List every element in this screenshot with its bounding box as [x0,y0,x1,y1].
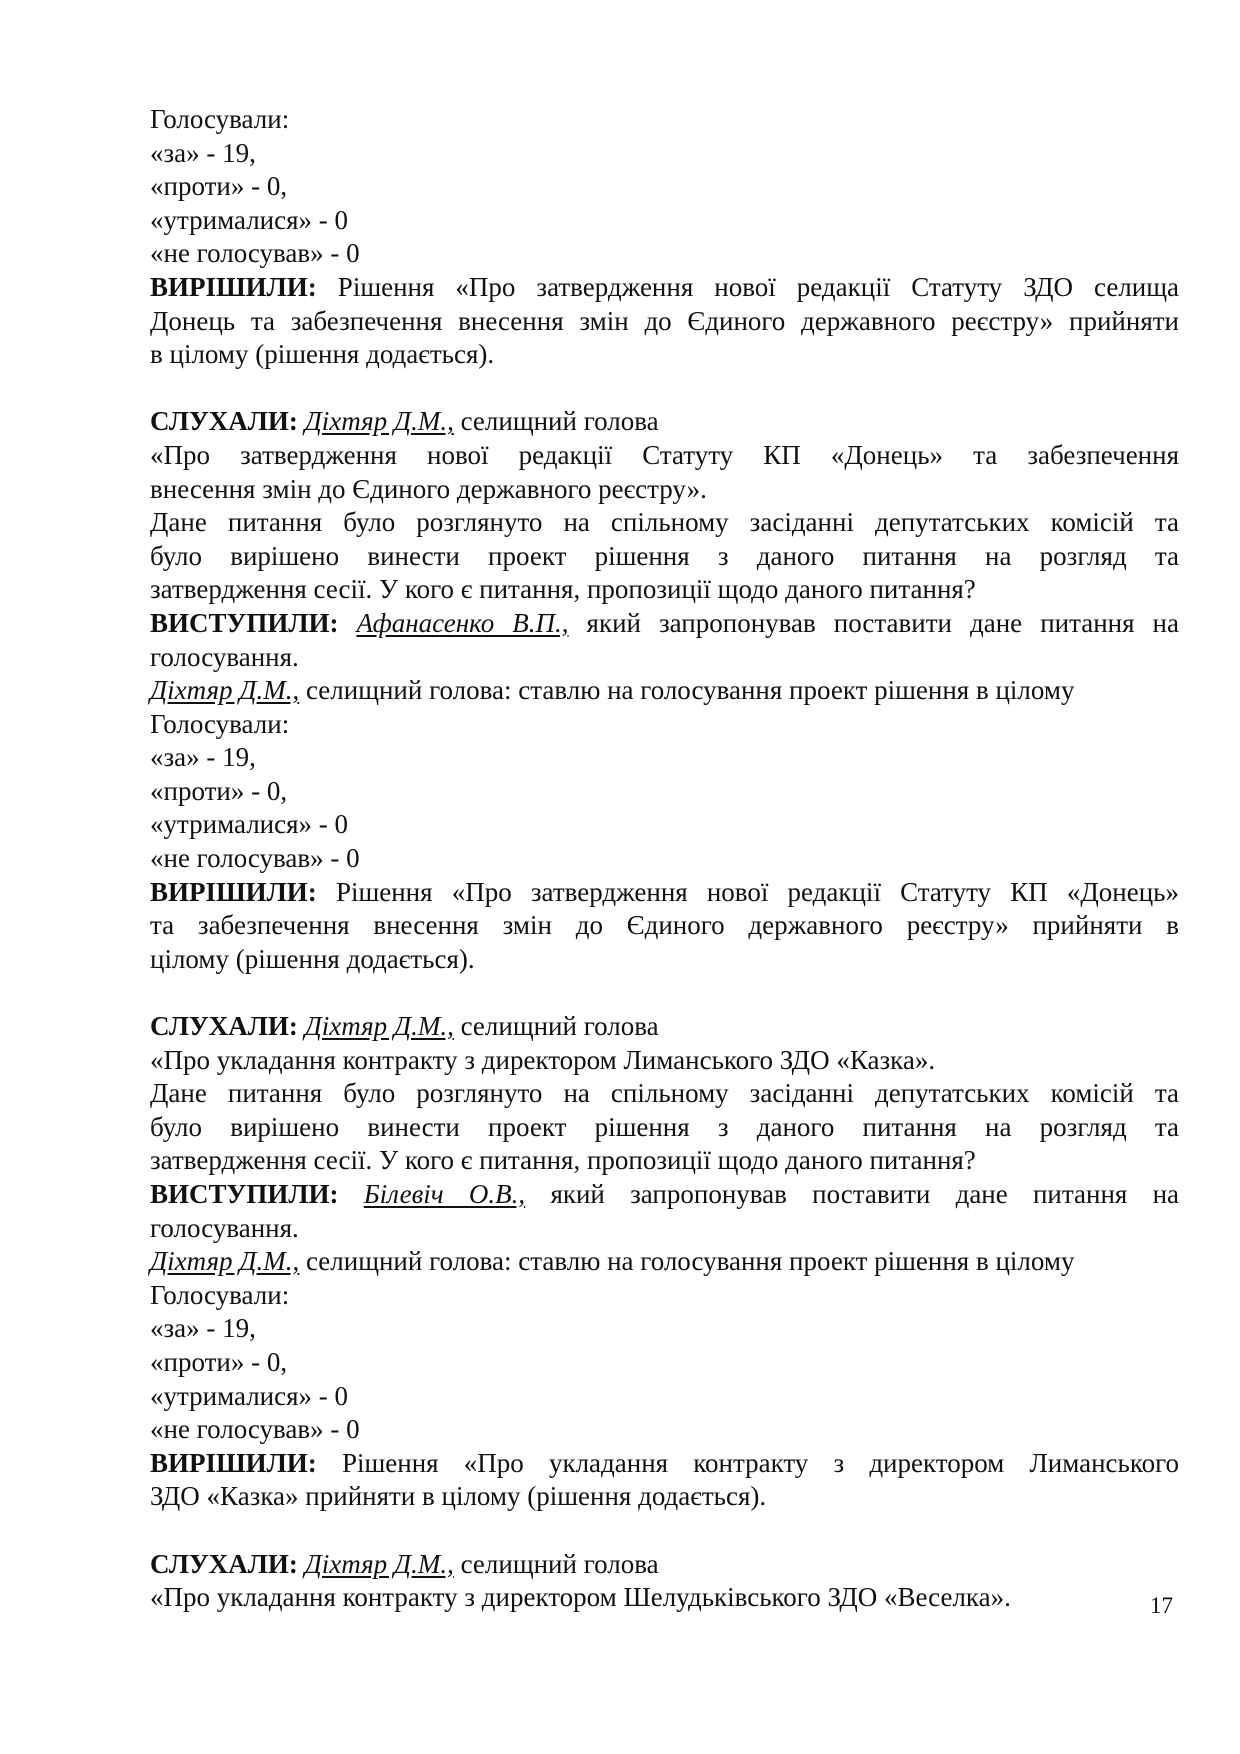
spacer [150,976,1179,1010]
spacer [150,1514,1179,1548]
decision-line: Донець та забезпечення внесення змін до Єдиного державного реєстру» прийняти [150,305,1179,336]
decision-line [150,271,1179,305]
heard-line [150,1010,1179,1044]
heard-keyword: СЛУХАЛИ: [150,406,298,437]
spacer [150,372,1179,406]
agenda-title: «Про затвердження нової редакції Статуту КП «Донець» та забезпечення [150,439,1179,470]
vote-label: Голосували: [150,708,290,739]
decision-text: Рішення «Про затвердження нової редакції Статуту ЗДО селища [316,271,1179,302]
vote-for: «за» - 19, [150,1313,256,1344]
decision-line: ЗДО «Казка» прийняти в цілому (рішення додається). [150,1481,767,1512]
speaker-role: селищний голова [453,406,659,437]
vote-against: «проти» - 0, [150,171,288,202]
discussion-text: затвердження сесії. У кого є питання, пропозиції щодо даного питання? [150,1145,976,1176]
discussion-text: Дане питання було розглянуто на спільному засіданні депутатських комісій та [150,1078,1179,1109]
vote-against: «проти» - 0, [150,1346,288,1377]
decision-text: Рішення «Про укладання контракту з директором Лиманського [316,1447,1179,1478]
chair-text: селищний голова: ставлю на голосування проект рішення в цілому [299,675,1075,706]
spoke-line [150,1178,1179,1212]
decision-line: в цілому (рішення додається). [150,339,495,370]
speaker-name: Діхтяр Д.М., [304,1548,454,1579]
decided-keyword: ВИРІШИЛИ: [150,876,317,907]
decision-line: та забезпечення внесення змін до Єдиного державного реєстру» прийняти в [150,910,1179,941]
heard-keyword: СЛУХАЛИ: [150,1548,298,1579]
vote-for: «за» - 19, [150,137,256,168]
discussion-text: було вирішено винести проект рішення з даного питання на розгляд та [150,1111,1179,1142]
vote-not-voted: «не голосував» - 0 [150,843,360,874]
speaker-name: Діхтяр Д.М., [304,406,454,437]
decision-line: цілому (рішення додається). [150,943,475,974]
speaker-role: селищний голова [453,1011,659,1042]
vote-abstained: «утрималися» - 0 [150,809,349,840]
page-number: 17 [1150,1593,1173,1618]
decision-line [150,1447,1179,1481]
vote-not-voted: «не голосував» - 0 [150,238,360,269]
vote-label: Голосували: [150,1279,290,1310]
spoke-line [150,607,1179,641]
chair-line [150,674,1179,708]
spoke-text: який запропонував поставити дане питання на [525,1179,1180,1209]
agenda-title: «Про укладання контракту з директором Шелудьківського ЗДО «Веселка». [150,1582,1011,1613]
spoke-text: який запропонував поставити дане питання на [568,607,1179,638]
chair-line [150,1245,1179,1279]
vote-abstained: «утрималися» - 0 [150,204,349,235]
heard-line [150,405,1179,439]
agenda-title: «Про укладання контракту з директором Лиманського ЗДО «Казка». [150,1044,936,1075]
decided-keyword: ВИРІШИЛИ: [150,271,317,302]
spoke-text: голосування. [150,641,299,672]
decision-text: Рішення «Про затвердження нової редакції Статуту КП «Донець» [316,876,1179,907]
decided-keyword: ВИРІШИЛИ: [150,1447,317,1478]
speaker-name: Діхтяр Д.М., [150,1246,300,1277]
vote-abstained: «утрималися» - 0 [150,1380,349,1411]
decision-line [150,876,1179,910]
document-page [150,103,1179,1615]
heard-keyword: СЛУХАЛИ: [150,1011,298,1042]
speaker-name: Діхтяр Д.М., [304,1011,454,1042]
discussion-text: затвердження сесії. У кого є питання, пропозиції щодо даного питання? [150,574,976,605]
vote-against: «проти» - 0, [150,775,288,806]
discussion-text: було вирішено винести проект рішення з даного питання на розгляд та [150,540,1179,571]
agenda-title: внесення змін до Єдиного державного реєстру». [150,473,707,504]
chair-text: селищний голова: ставлю на голосування проект рішення в цілому [299,1246,1075,1277]
spoke-keyword: ВИСТУПИЛИ: [150,607,339,638]
speaker-name: Афанасенко В.П., [356,607,569,638]
speaker-name: Білевіч О.В., [363,1179,526,1209]
vote-not-voted: «не голосував» - 0 [150,1414,360,1445]
speaker-name: Діхтяр Д.М., [150,675,300,706]
spoke-text: голосування. [150,1212,299,1243]
vote-for: «за» - 19, [150,742,256,773]
vote-label: Голосували: [150,104,290,134]
spoke-keyword: ВИСТУПИЛИ: [150,1179,339,1209]
heard-line [150,1548,1179,1582]
speaker-role: селищний голова [453,1548,659,1579]
discussion-text: Дане питання було розглянуто на спільному засіданні депутатських комісій та [150,507,1179,538]
